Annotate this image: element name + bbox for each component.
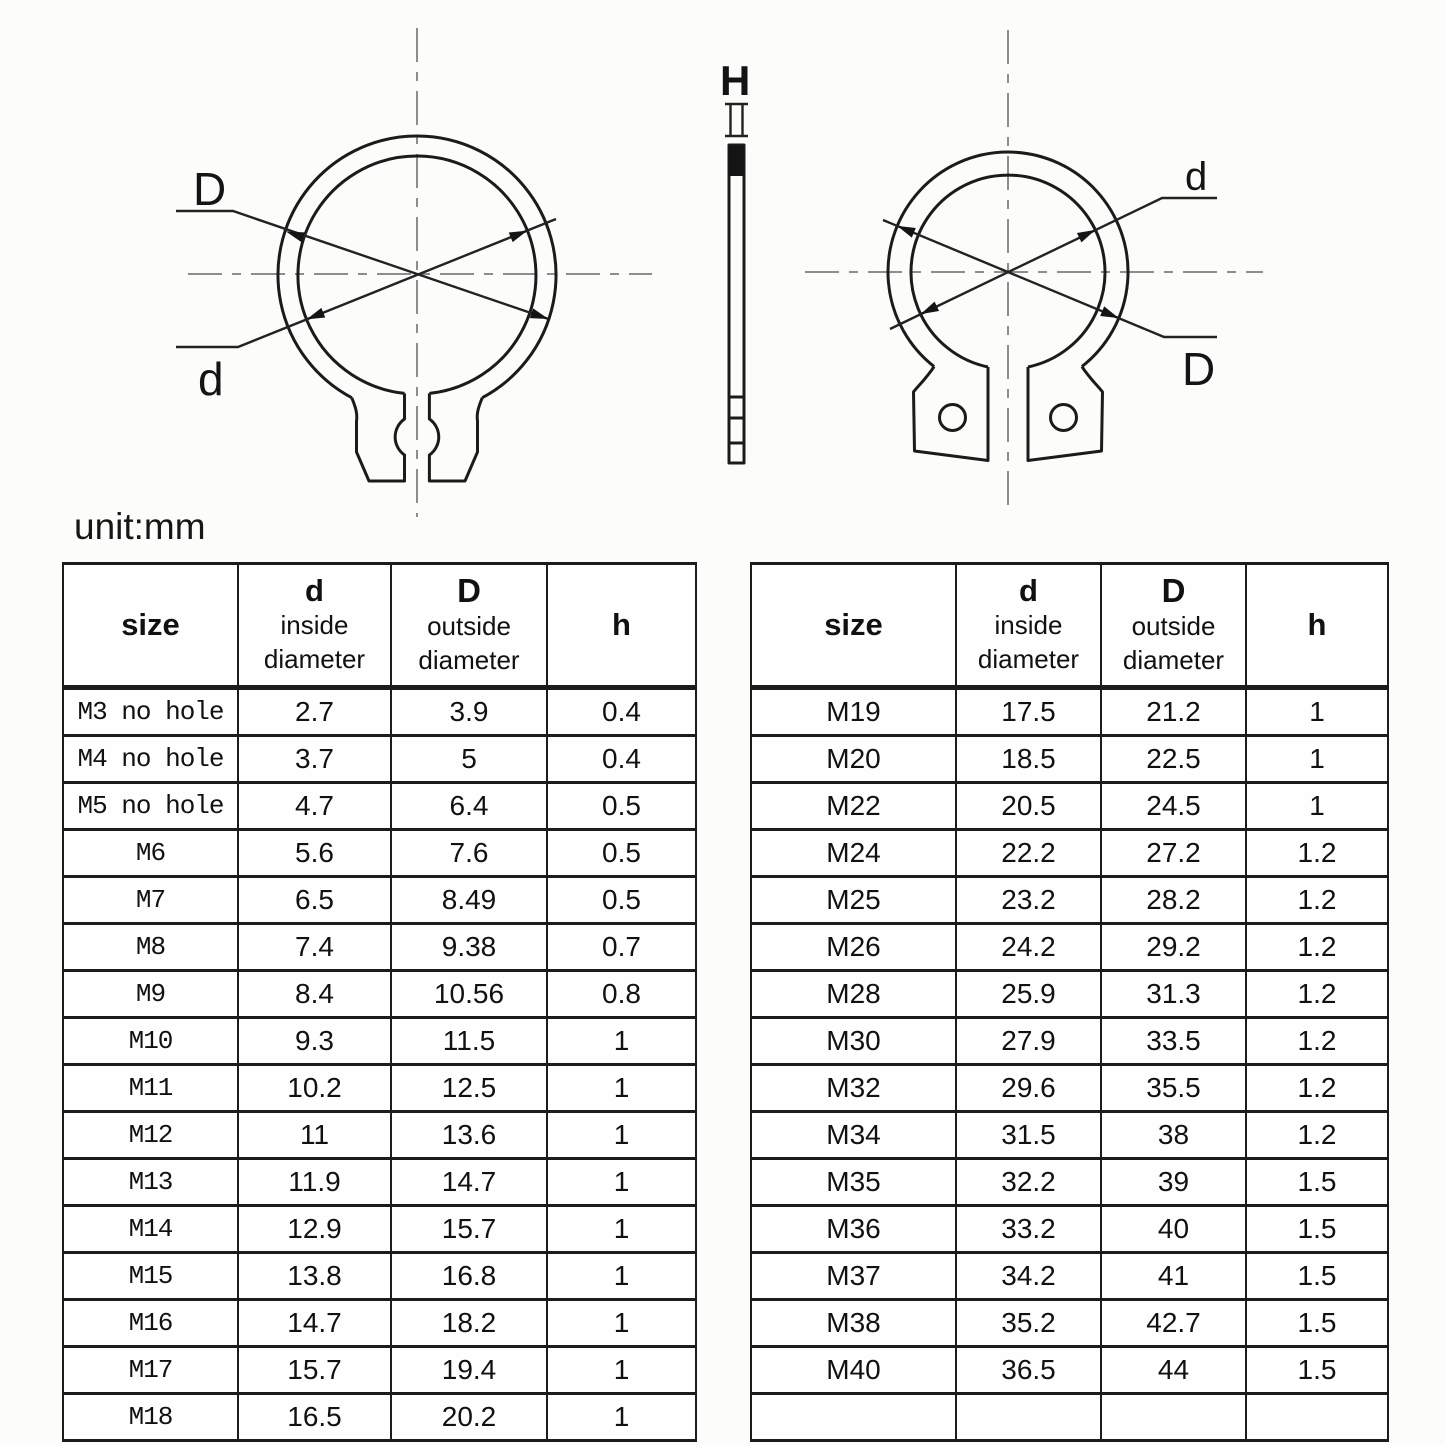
table-cell: M38 <box>751 1300 956 1347</box>
table-cell: 8.4 <box>238 971 391 1018</box>
header-size: size <box>63 564 238 688</box>
table-cell: M10 <box>63 1018 238 1065</box>
table-cell: 1 <box>547 1112 696 1159</box>
table-cell <box>956 1394 1101 1441</box>
outer-diameter-label: D <box>1182 343 1216 395</box>
table-cell: 0.7 <box>547 924 696 971</box>
table-cell: 29.6 <box>956 1065 1101 1112</box>
table-cell: 40 <box>1101 1206 1246 1253</box>
inner-diameter-leader <box>176 219 556 347</box>
table-cell: 1 <box>547 1159 696 1206</box>
table-cell: 28.2 <box>1101 877 1246 924</box>
table-row <box>63 1018 696 1065</box>
table-row <box>751 877 1388 924</box>
table-cell: 14.7 <box>391 1159 547 1206</box>
table-cell: 16.5 <box>238 1394 391 1441</box>
right-lug <box>1028 367 1103 461</box>
table-cell: 1.2 <box>1246 877 1388 924</box>
table-cell: 1.5 <box>1246 1159 1388 1206</box>
table-cell: 18.2 <box>391 1300 547 1347</box>
right-lug-hole <box>1051 405 1077 431</box>
header-inside-diameter: d inside diameter <box>238 564 391 688</box>
table-row <box>63 830 696 877</box>
inner-diameter-leader <box>890 198 1217 329</box>
table-cell <box>1246 1394 1388 1441</box>
table-cell: 1.5 <box>1246 1253 1388 1300</box>
unit-label: unit:mm <box>74 506 206 547</box>
table-cell: 0.5 <box>547 877 696 924</box>
front-view-no-hole <box>176 28 652 517</box>
table-cell: 6.5 <box>238 877 391 924</box>
table-cell: 1.2 <box>1246 1112 1388 1159</box>
table-cell: 27.9 <box>956 1018 1101 1065</box>
table-cell: M28 <box>751 971 956 1018</box>
table-cell: 1 <box>547 1065 696 1112</box>
table-cell: 36.5 <box>956 1347 1101 1394</box>
table-cell: 24.2 <box>956 924 1101 971</box>
table-row <box>63 1112 696 1159</box>
table-cell: 1.2 <box>1246 924 1388 971</box>
table-cell: 9.38 <box>391 924 547 971</box>
thickness-label: H <box>720 57 751 104</box>
table-row <box>63 1394 696 1441</box>
table-cell: M37 <box>751 1253 956 1300</box>
table-cell: 1 <box>1246 783 1388 830</box>
table-row <box>751 783 1388 830</box>
table-row <box>63 783 696 830</box>
thickness-dimension-mark <box>725 104 748 136</box>
table-cell: M36 <box>751 1206 956 1253</box>
table-cell: 7.4 <box>238 924 391 971</box>
table-cell: 32.2 <box>956 1159 1101 1206</box>
outer-diameter-label: D <box>193 163 227 215</box>
table-cell: 42.7 <box>1101 1300 1246 1347</box>
table-cell: 1.5 <box>1246 1300 1388 1347</box>
table-cell: 15.7 <box>391 1206 547 1253</box>
table-cell: 11 <box>238 1112 391 1159</box>
table-cell: 44 <box>1101 1347 1246 1394</box>
table-cell: 17.5 <box>956 688 1101 736</box>
table-cell: 23.2 <box>956 877 1101 924</box>
right-lug <box>429 393 482 481</box>
left-lug-hole <box>940 405 966 431</box>
table-cell: 4.7 <box>238 783 391 830</box>
technical-drawings <box>0 0 1445 558</box>
table-cell: M24 <box>751 830 956 877</box>
table-cell: 0.4 <box>547 736 696 783</box>
table-cell: 5.6 <box>238 830 391 877</box>
table-cell: 31.3 <box>1101 971 1246 1018</box>
table-cell: 24.5 <box>1101 783 1246 830</box>
header-outside-diameter: D outside diameter <box>391 564 547 688</box>
table-row <box>751 1253 1388 1300</box>
table-cell: 3.9 <box>391 688 547 736</box>
header-outside-diameter: D outside diameter <box>1101 564 1246 688</box>
header-h: h <box>547 564 696 688</box>
table-cell: 41 <box>1101 1253 1246 1300</box>
table-row <box>63 877 696 924</box>
table-cell: M3 no hole <box>63 688 238 736</box>
table-cell: 1.2 <box>1246 971 1388 1018</box>
table-cell: M20 <box>751 736 956 783</box>
table-row <box>63 971 696 1018</box>
table-cell: M11 <box>63 1065 238 1112</box>
table-cell: 12.5 <box>391 1065 547 1112</box>
table-row <box>63 1347 696 1394</box>
table-cell: 13.8 <box>238 1253 391 1300</box>
table-cell: M34 <box>751 1112 956 1159</box>
table-cell: M12 <box>63 1112 238 1159</box>
table-row <box>751 1394 1388 1441</box>
left-lug <box>352 393 405 481</box>
table-cell: 31.5 <box>956 1112 1101 1159</box>
table-cell: M9 <box>63 971 238 1018</box>
table-cell: 1.5 <box>1246 1206 1388 1253</box>
table-cell: 15.7 <box>238 1347 391 1394</box>
table-cell: 21.2 <box>1101 688 1246 736</box>
left-lug <box>914 367 989 461</box>
table-cell: M40 <box>751 1347 956 1394</box>
table-row <box>751 1065 1388 1112</box>
table-row <box>63 1300 696 1347</box>
table-cell: 22.5 <box>1101 736 1246 783</box>
table-cell: 25.9 <box>956 971 1101 1018</box>
header-row <box>751 564 1388 688</box>
table-cell: 0.5 <box>547 830 696 877</box>
table-cell: 38 <box>1101 1112 1246 1159</box>
table-row <box>751 1206 1388 1253</box>
table-row <box>751 736 1388 783</box>
table-cell: M6 <box>63 830 238 877</box>
side-view <box>720 57 750 463</box>
table-cell: 1.2 <box>1246 1065 1388 1112</box>
table-cell: 18.5 <box>956 736 1101 783</box>
table-cell: 29.2 <box>1101 924 1246 971</box>
header-h: h <box>1246 564 1388 688</box>
table-row <box>751 1347 1388 1394</box>
table-cell: 13.6 <box>391 1112 547 1159</box>
table-cell: M13 <box>63 1159 238 1206</box>
table-cell: 5 <box>391 736 547 783</box>
outer-diameter-leader <box>883 220 1217 337</box>
size-table-m3-m18 <box>62 562 697 1442</box>
table-cell: M14 <box>63 1206 238 1253</box>
table-cell: 39 <box>1101 1159 1246 1206</box>
table-row <box>63 1065 696 1112</box>
table-cell: 1.5 <box>1246 1347 1388 1394</box>
table-cell: 1 <box>547 1206 696 1253</box>
table-cell: 1.2 <box>1246 1018 1388 1065</box>
table-cell: 20.2 <box>391 1394 547 1441</box>
table-cell: 0.5 <box>547 783 696 830</box>
header-inside-diameter: d inside diameter <box>956 564 1101 688</box>
table-cell: 3.7 <box>238 736 391 783</box>
table-cell: M19 <box>751 688 956 736</box>
table-cell <box>751 1394 956 1441</box>
table-cell: 1 <box>1246 736 1388 783</box>
table-cell: 19.4 <box>391 1347 547 1394</box>
table-cell: 1 <box>547 1300 696 1347</box>
table-cell: 35.5 <box>1101 1065 1246 1112</box>
table-cell: M17 <box>63 1347 238 1394</box>
table-row <box>751 1112 1388 1159</box>
table-cell: M26 <box>751 924 956 971</box>
table-row <box>751 1159 1388 1206</box>
table-cell: 7.6 <box>391 830 547 877</box>
table-cell: 1 <box>547 1347 696 1394</box>
table-cell: 33.5 <box>1101 1018 1246 1065</box>
table-cell: M18 <box>63 1394 238 1441</box>
table-cell: 0.8 <box>547 971 696 1018</box>
table-cell: 14.7 <box>238 1300 391 1347</box>
table-cell: 6.4 <box>391 783 547 830</box>
ring-strip-section-fill <box>729 146 744 176</box>
table-row <box>751 1018 1388 1065</box>
table-cell: 12.9 <box>238 1206 391 1253</box>
inner-diameter-label: d <box>198 353 224 405</box>
table-cell: 1.2 <box>1246 830 1388 877</box>
table-cell: M30 <box>751 1018 956 1065</box>
table-cell <box>1101 1394 1246 1441</box>
table-cell: 20.5 <box>956 783 1101 830</box>
table-cell: 27.2 <box>1101 830 1246 877</box>
table-cell: 16.8 <box>391 1253 547 1300</box>
table-cell: M35 <box>751 1159 956 1206</box>
table-row <box>751 830 1388 877</box>
size-table-m19-m40 <box>750 562 1389 1442</box>
table-row <box>63 736 696 783</box>
header-row <box>63 564 696 688</box>
table-cell: 10.2 <box>238 1065 391 1112</box>
table-cell: M32 <box>751 1065 956 1112</box>
table-cell: 35.2 <box>956 1300 1101 1347</box>
table-cell: 8.49 <box>391 877 547 924</box>
table-row <box>751 1300 1388 1347</box>
table-cell: 11.9 <box>238 1159 391 1206</box>
table-row <box>63 1159 696 1206</box>
table-row <box>63 924 696 971</box>
table-row <box>63 688 696 736</box>
ring-strip-outline <box>729 145 744 463</box>
table-cell: 1 <box>1246 688 1388 736</box>
table-cell: 0.4 <box>547 688 696 736</box>
table-cell: M8 <box>63 924 238 971</box>
table-cell: M25 <box>751 877 956 924</box>
table-cell: 2.7 <box>238 688 391 736</box>
table-cell: 22.2 <box>956 830 1101 877</box>
table-row <box>63 1253 696 1300</box>
table-row <box>751 971 1388 1018</box>
table-cell: M16 <box>63 1300 238 1347</box>
table-row <box>63 1206 696 1253</box>
table-cell: 10.56 <box>391 971 547 1018</box>
ring-strip-segments <box>729 397 744 443</box>
table-cell: M22 <box>751 783 956 830</box>
table-cell: M15 <box>63 1253 238 1300</box>
table-cell: M7 <box>63 877 238 924</box>
front-view-with-holes <box>805 30 1263 513</box>
table-cell: 1 <box>547 1253 696 1300</box>
table-cell: 33.2 <box>956 1206 1101 1253</box>
table-cell: 1 <box>547 1018 696 1065</box>
table-cell: 34.2 <box>956 1253 1101 1300</box>
table-cell: 9.3 <box>238 1018 391 1065</box>
table-row <box>751 688 1388 736</box>
table-cell: 11.5 <box>391 1018 547 1065</box>
table-cell: M5 no hole <box>63 783 238 830</box>
table-cell: M4 no hole <box>63 736 238 783</box>
header-size: size <box>751 564 956 688</box>
inner-diameter-label: d <box>1185 155 1208 199</box>
table-row <box>751 924 1388 971</box>
outer-diameter-leader <box>176 211 549 319</box>
table-cell: 1 <box>547 1394 696 1441</box>
